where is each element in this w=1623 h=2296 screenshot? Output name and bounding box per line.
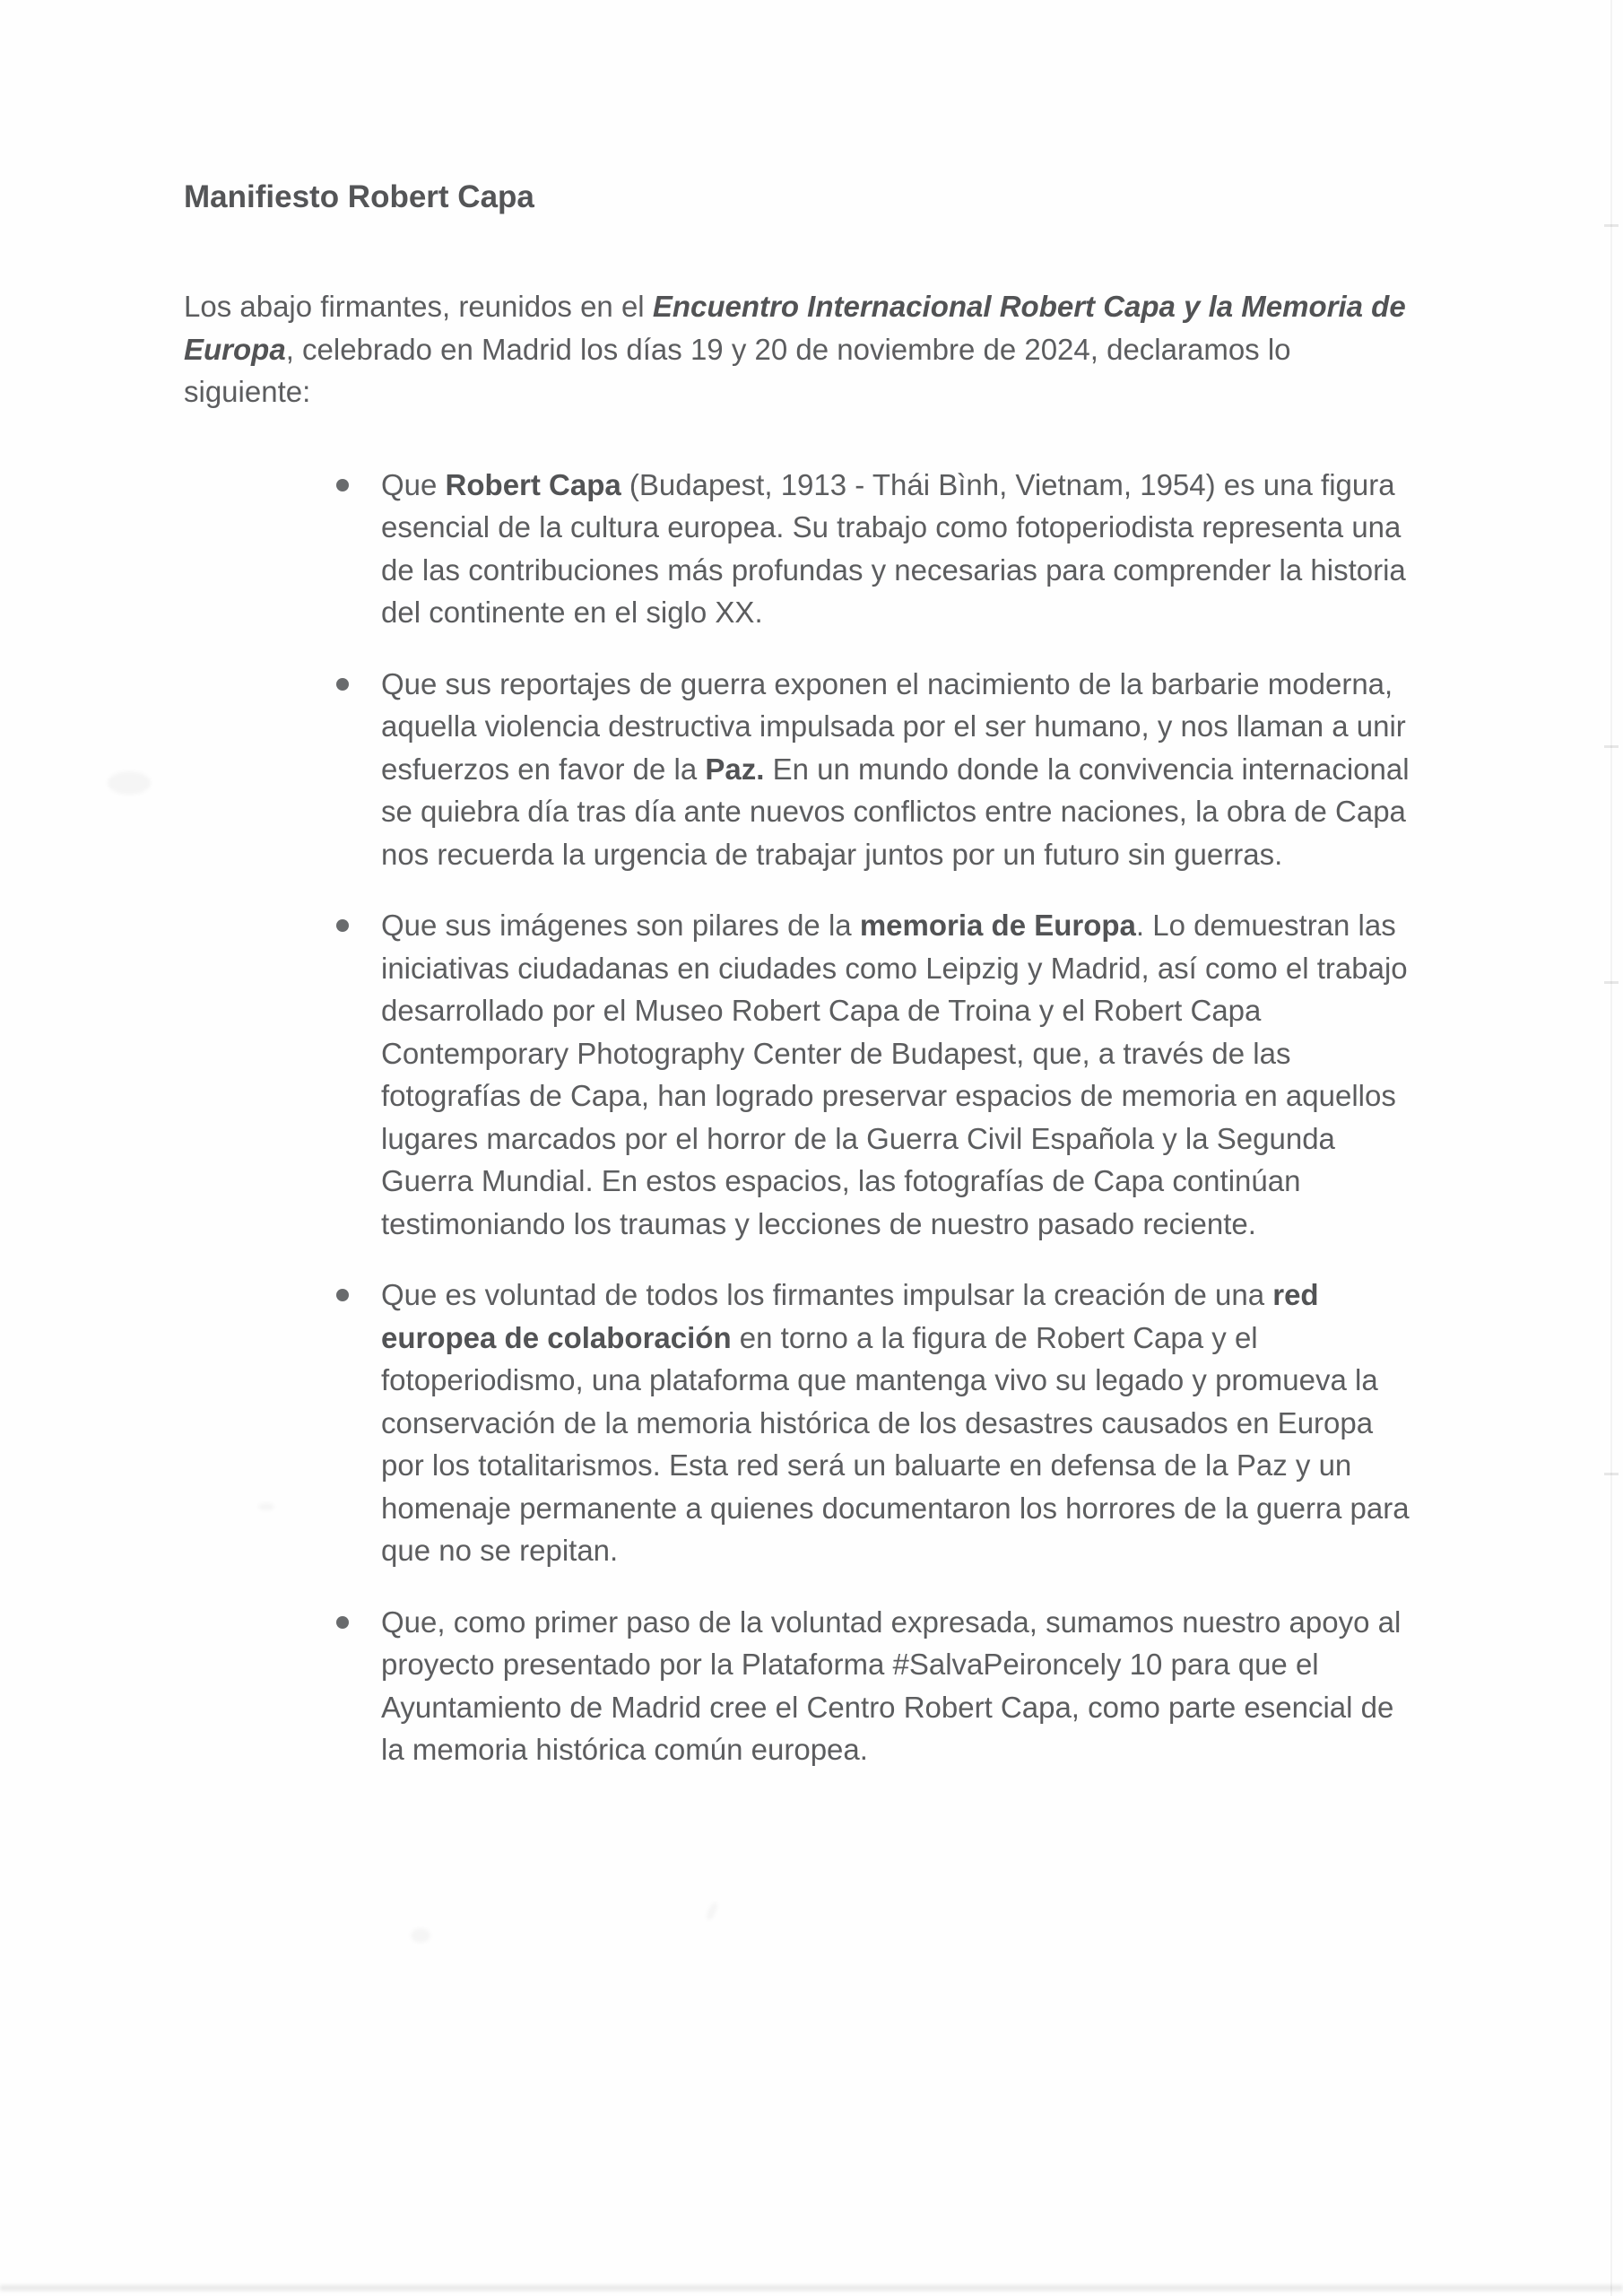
manifesto-list — [184, 464, 1419, 1771]
scan-edge-dash — [1604, 224, 1619, 227]
scan-smudge — [258, 1503, 274, 1510]
bullet-icon — [336, 479, 349, 491]
list-item-text: Que sus reportajes de guerra exponen el nacimiento de la barbarie moderna, aquella violencia destructiva impulsada por el ser humano, y nos llaman a unir esfuerzos en favor de la Paz. En un mundo donde la convivencia internacional se quiebra día tras día ante nuevos conflictos entre naciones, la obra de Capa nos recuerda la urgencia de trabajar juntos por un futuro sin guerras. — [381, 666, 1410, 871]
list-item-text: Que Robert Capa (Budapest, 1913 - Thái Bình, Vietnam, 1954) es una figura esencial de la cultura europea. Su trabajo como fotoperiodista representa una de las contribuciones más profundas y necesarias para comprender la historia del continente en el siglo XX. — [381, 467, 1406, 629]
scan-edge-line — [1610, 0, 1612, 2296]
scan-smudge — [705, 1900, 720, 1921]
list-item — [184, 1601, 1419, 1771]
list-item-text: Que sus imágenes son pilares de la memoria de Europa. Lo demuestran las iniciativas ciudadanas en ciudades como Leipzig y Madrid, así como el trabajo desarrollado por el Museo Robert Capa de Troina y el Robert Capa Contemporary Photography Center de Budapest, que, a través de las fotografías de Capa, han logrado preservar espacios de memoria en aquellos lugares marcados por el horror de la Guerra Civil Española y la Segunda Guerra Mundial. En estos espacios, las fotografías de Capa continúan testimoniando los traumas y lecciones de nuestro pasado reciente. — [381, 909, 1408, 1240]
list-item-text: Que, como primer paso de la voluntad expresada, sumamos nuestro apoyo al proyecto presentado por la Plataforma #SalvaPeironcely 10 para que el Ayuntamiento de Madrid cree el Centro Robert Capa, como parte esencial de la memoria histórica común europea. — [381, 1605, 1402, 1766]
intro-paragraph: Los abajo firmantes, reunidos en el Encuentro Internacional Robert Capa y la Memoria de Europa, celebrado en Madrid los días 19 y 20 de noviembre de 2024, declaramos lo siguiente: — [184, 290, 1406, 408]
bullet-icon — [336, 919, 349, 932]
scan-edge-dash — [1604, 745, 1619, 748]
list-item — [184, 904, 1419, 1245]
scan-bottom-band — [0, 2285, 1623, 2291]
bullet-icon — [336, 1616, 349, 1629]
scan-edge-dash — [1604, 981, 1619, 984]
scan-edge-dash — [1604, 1473, 1619, 1475]
list-item — [184, 464, 1419, 634]
list-item — [184, 663, 1419, 876]
document-content — [184, 179, 1419, 1800]
bullet-icon — [336, 678, 349, 691]
list-item-text: Que es voluntad de todos los firmantes impulsar la creación de una red europea de colaboración en torno a la figura de Robert Capa y el fotoperiodismo, una plataforma que mantenga vivo su legado y promueva la conservación de la memoria histórica de los desastres causados en Europa por los totalitarismos. Esta red será un baluarte en defensa de la Paz y un homenaje permanente a quienes documentaron los horrores de la guerra para que no se repitan. — [381, 1278, 1410, 1567]
scan-smudge — [411, 1928, 430, 1943]
list-item — [184, 1274, 1419, 1572]
document-title: Manifiesto Robert Capa — [184, 179, 534, 214]
scan-smudge — [108, 771, 151, 795]
bullet-icon — [336, 1289, 349, 1301]
